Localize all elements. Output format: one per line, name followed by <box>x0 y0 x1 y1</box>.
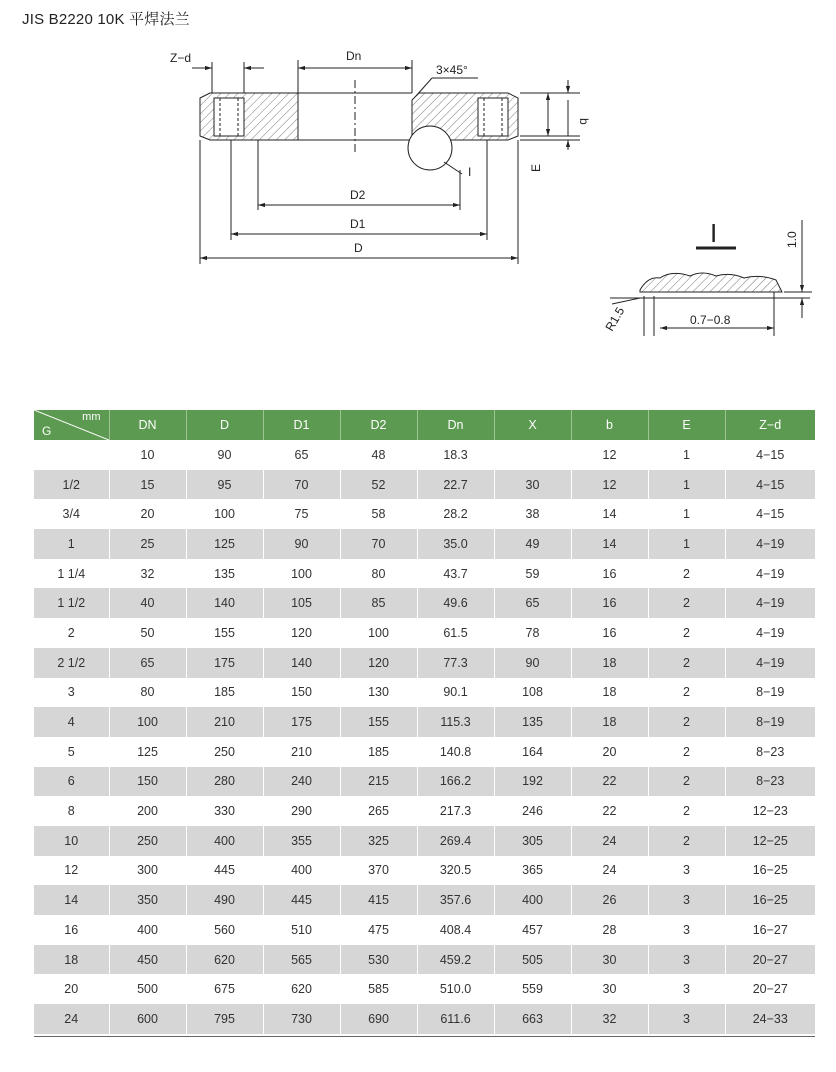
cell-d: 175 <box>186 648 263 678</box>
cell-g: 24 <box>34 1004 109 1034</box>
cell-e: 2 <box>648 618 725 648</box>
cell-dnn: 611.6 <box>417 1004 494 1034</box>
cell-dnn: 28.2 <box>417 499 494 529</box>
cell-dnn: 49.6 <box>417 588 494 618</box>
cell-e: 3 <box>648 974 725 1004</box>
cell-g: 1 1/4 <box>34 559 109 589</box>
cell-d: 140 <box>186 588 263 618</box>
cell-d1: 140 <box>263 648 340 678</box>
cell-dn: 40 <box>109 588 186 618</box>
cell-dn: 450 <box>109 945 186 975</box>
cell-d: 795 <box>186 1004 263 1034</box>
cell-e: 2 <box>648 707 725 737</box>
cell-x: 108 <box>494 678 571 708</box>
cell-dnn: 357.6 <box>417 885 494 915</box>
cell-e: 2 <box>648 767 725 797</box>
cell-d1: 175 <box>263 707 340 737</box>
cell-zd: 12−25 <box>725 826 815 856</box>
cell-d2: 265 <box>340 796 417 826</box>
cell-zd: 4−19 <box>725 588 815 618</box>
cell-b: 24 <box>571 856 648 886</box>
table-row <box>34 945 815 975</box>
table-row <box>34 856 815 886</box>
cell-d2: 80 <box>340 559 417 589</box>
cell-x: 164 <box>494 737 571 767</box>
cell-b: 12 <box>571 470 648 500</box>
cell-e: 3 <box>648 945 725 975</box>
cell-x: 78 <box>494 618 571 648</box>
cell-g: 3/4 <box>34 499 109 529</box>
cell-dnn: 459.2 <box>417 945 494 975</box>
cell-x: 365 <box>494 856 571 886</box>
cell-e: 2 <box>648 826 725 856</box>
header-x: X <box>494 410 571 440</box>
cell-dnn: 43.7 <box>417 559 494 589</box>
cell-d2: 325 <box>340 826 417 856</box>
cell-dn: 200 <box>109 796 186 826</box>
cell-dn: 125 <box>109 737 186 767</box>
cell-d1: 400 <box>263 856 340 886</box>
cell-d2: 370 <box>340 856 417 886</box>
cell-zd: 24−33 <box>725 1004 815 1034</box>
cell-d2: 475 <box>340 915 417 945</box>
cell-x: 38 <box>494 499 571 529</box>
cell-x <box>494 440 571 470</box>
cell-zd: 8−19 <box>725 678 815 708</box>
cell-g: 3 <box>34 678 109 708</box>
table-bottom-rule <box>34 1036 815 1037</box>
cell-d1: 210 <box>263 737 340 767</box>
table-row <box>34 618 815 648</box>
detail-title: I <box>710 218 718 248</box>
cell-zd: 4−19 <box>725 559 815 589</box>
cell-dn: 350 <box>109 885 186 915</box>
cell-x: 663 <box>494 1004 571 1034</box>
cell-g: 1 <box>34 529 109 559</box>
table-row <box>34 796 815 826</box>
cell-d2: 215 <box>340 767 417 797</box>
cell-d: 125 <box>186 529 263 559</box>
table-row <box>34 737 815 767</box>
cell-d2: 130 <box>340 678 417 708</box>
cell-g: 12 <box>34 856 109 886</box>
table-row <box>34 767 815 797</box>
cell-dn: 15 <box>109 470 186 500</box>
header-b: b <box>571 410 648 440</box>
cell-d2: 85 <box>340 588 417 618</box>
header-dn-inner: Dn <box>417 410 494 440</box>
cell-x: 30 <box>494 470 571 500</box>
table-row <box>34 1004 815 1034</box>
cell-d: 560 <box>186 915 263 945</box>
cell-x: 90 <box>494 648 571 678</box>
cell-g: 6 <box>34 767 109 797</box>
cell-d1: 240 <box>263 767 340 797</box>
table-row <box>34 826 815 856</box>
cell-dn: 25 <box>109 529 186 559</box>
cell-zd: 4−19 <box>725 618 815 648</box>
cell-dnn: 408.4 <box>417 915 494 945</box>
cell-x: 457 <box>494 915 571 945</box>
cell-zd: 16−25 <box>725 885 815 915</box>
cell-dn: 500 <box>109 974 186 1004</box>
cell-x: 65 <box>494 588 571 618</box>
cell-d1: 65 <box>263 440 340 470</box>
detail-gasket-profile <box>640 273 782 292</box>
cell-d: 280 <box>186 767 263 797</box>
cell-x: 246 <box>494 796 571 826</box>
cell-e: 3 <box>648 915 725 945</box>
cell-d1: 150 <box>263 678 340 708</box>
header-dn: DN <box>109 410 186 440</box>
cell-g: 16 <box>34 915 109 945</box>
cell-g <box>34 440 109 470</box>
cell-d2: 155 <box>340 707 417 737</box>
detail-height: 1.0 <box>785 231 799 248</box>
cell-e: 2 <box>648 737 725 767</box>
cell-dnn: 90.1 <box>417 678 494 708</box>
cell-d: 490 <box>186 885 263 915</box>
cell-d1: 70 <box>263 470 340 500</box>
cell-d: 185 <box>186 678 263 708</box>
label-e: E <box>529 163 543 172</box>
cell-d: 250 <box>186 737 263 767</box>
cell-b: 22 <box>571 767 648 797</box>
table-row <box>34 707 815 737</box>
cell-dnn: 269.4 <box>417 826 494 856</box>
cell-b: 32 <box>571 1004 648 1034</box>
cell-dn: 300 <box>109 856 186 886</box>
cell-g: 18 <box>34 945 109 975</box>
cell-x: 305 <box>494 826 571 856</box>
cell-dn: 50 <box>109 618 186 648</box>
cell-dnn: 320.5 <box>417 856 494 886</box>
table-row <box>34 974 815 1004</box>
cell-d: 675 <box>186 974 263 1004</box>
cell-e: 1 <box>648 470 725 500</box>
cell-g: 10 <box>34 826 109 856</box>
cell-x: 135 <box>494 707 571 737</box>
cell-dnn: 217.3 <box>417 796 494 826</box>
cell-zd: 8−23 <box>725 767 815 797</box>
cell-e: 2 <box>648 678 725 708</box>
cell-g: 8 <box>34 796 109 826</box>
cell-d2: 70 <box>340 529 417 559</box>
cell-dn: 10 <box>109 440 186 470</box>
cell-x: 49 <box>494 529 571 559</box>
cell-b: 24 <box>571 826 648 856</box>
cell-d: 210 <box>186 707 263 737</box>
cell-b: 14 <box>571 529 648 559</box>
cell-b: 18 <box>571 678 648 708</box>
cell-dnn: 22.7 <box>417 470 494 500</box>
cell-d1: 510 <box>263 915 340 945</box>
flange-drawing <box>0 0 836 400</box>
table-row <box>34 440 815 470</box>
flange-spec-table <box>34 410 815 1034</box>
cell-zd: 8−19 <box>725 707 815 737</box>
right-bolt-hole <box>478 98 508 136</box>
header-d: D <box>186 410 263 440</box>
cell-d2: 58 <box>340 499 417 529</box>
table-row <box>34 499 815 529</box>
detail-radius: R1.5 <box>602 304 628 334</box>
cell-d2: 48 <box>340 440 417 470</box>
cell-b: 16 <box>571 559 648 589</box>
cell-dnn: 77.3 <box>417 648 494 678</box>
cell-d2: 415 <box>340 885 417 915</box>
cell-d2: 100 <box>340 618 417 648</box>
cell-d: 445 <box>186 856 263 886</box>
cell-x: 192 <box>494 767 571 797</box>
header-d1: D1 <box>263 410 340 440</box>
cell-dn: 65 <box>109 648 186 678</box>
cell-b: 30 <box>571 945 648 975</box>
label-chamfer: 3×45° <box>436 63 468 77</box>
cell-zd: 16−25 <box>725 856 815 886</box>
cell-zd: 12−23 <box>725 796 815 826</box>
cell-zd: 20−27 <box>725 945 815 975</box>
cell-dn: 150 <box>109 767 186 797</box>
cell-b: 28 <box>571 915 648 945</box>
cell-e: 1 <box>648 440 725 470</box>
cell-d2: 585 <box>340 974 417 1004</box>
cell-b: 26 <box>571 885 648 915</box>
header-e: E <box>648 410 725 440</box>
table-row <box>34 885 815 915</box>
cell-dnn: 510.0 <box>417 974 494 1004</box>
cell-e: 2 <box>648 648 725 678</box>
cell-dn: 32 <box>109 559 186 589</box>
cell-dn: 600 <box>109 1004 186 1034</box>
label-dn: Dn <box>346 49 362 63</box>
label-zd: Z−d <box>170 51 192 65</box>
cell-g: 2 <box>34 618 109 648</box>
cell-dnn: 166.2 <box>417 767 494 797</box>
cell-d2: 530 <box>340 945 417 975</box>
cell-g: 20 <box>34 974 109 1004</box>
cell-d: 95 <box>186 470 263 500</box>
cell-b: 16 <box>571 588 648 618</box>
label-b: b <box>577 118 591 125</box>
cell-zd: 4−19 <box>725 529 815 559</box>
cell-d1: 75 <box>263 499 340 529</box>
header-zd: Z−d <box>725 410 815 440</box>
cell-d1: 105 <box>263 588 340 618</box>
cell-e: 3 <box>648 856 725 886</box>
cell-x: 400 <box>494 885 571 915</box>
cell-d1: 620 <box>263 974 340 1004</box>
cell-dn: 100 <box>109 707 186 737</box>
cell-g: 1 1/2 <box>34 588 109 618</box>
cell-zd: 4−15 <box>725 499 815 529</box>
cell-d1: 565 <box>263 945 340 975</box>
cell-dnn: 140.8 <box>417 737 494 767</box>
cell-e: 2 <box>648 796 725 826</box>
cell-dn: 400 <box>109 915 186 945</box>
table-row <box>34 529 815 559</box>
cell-dnn: 115.3 <box>417 707 494 737</box>
header-d2: D2 <box>340 410 417 440</box>
label-d1: D1 <box>350 217 366 231</box>
cell-d1: 730 <box>263 1004 340 1034</box>
cell-d2: 185 <box>340 737 417 767</box>
cell-e: 2 <box>648 559 725 589</box>
cell-b: 22 <box>571 796 648 826</box>
cell-b: 20 <box>571 737 648 767</box>
cell-b: 14 <box>571 499 648 529</box>
cell-b: 16 <box>571 618 648 648</box>
cell-d2: 120 <box>340 648 417 678</box>
cell-zd: 8−23 <box>725 737 815 767</box>
cell-d: 620 <box>186 945 263 975</box>
cell-zd: 4−15 <box>725 440 815 470</box>
cell-g: 2 1/2 <box>34 648 109 678</box>
cell-dnn: 35.0 <box>417 529 494 559</box>
cell-zd: 4−19 <box>725 648 815 678</box>
cell-dnn: 18.3 <box>417 440 494 470</box>
cell-dnn: 61.5 <box>417 618 494 648</box>
table-header-row <box>34 410 815 440</box>
cell-e: 1 <box>648 499 725 529</box>
table-row <box>34 915 815 945</box>
cell-d: 90 <box>186 440 263 470</box>
header-corner <box>34 410 109 440</box>
cell-dn: 80 <box>109 678 186 708</box>
table-row <box>34 559 815 589</box>
cell-g: 14 <box>34 885 109 915</box>
cell-b: 30 <box>571 974 648 1004</box>
page-title: JIS B2220 10K 平焊法兰 <box>22 11 190 28</box>
corner-g: G <box>42 424 52 438</box>
cell-d1: 120 <box>263 618 340 648</box>
cell-d: 400 <box>186 826 263 856</box>
cell-e: 3 <box>648 1004 725 1034</box>
cell-b: 12 <box>571 440 648 470</box>
label-d2: D2 <box>350 188 366 202</box>
cell-b: 18 <box>571 707 648 737</box>
cell-dn: 250 <box>109 826 186 856</box>
label-detail-ref: I <box>468 165 472 179</box>
detail-width: 0.7−0.8 <box>690 313 731 327</box>
table-row <box>34 648 815 678</box>
cell-zd: 16−27 <box>725 915 815 945</box>
cell-d2: 52 <box>340 470 417 500</box>
cell-d1: 445 <box>263 885 340 915</box>
cell-d1: 355 <box>263 826 340 856</box>
cell-g: 4 <box>34 707 109 737</box>
cell-d1: 290 <box>263 796 340 826</box>
table-row <box>34 678 815 708</box>
cell-g: 5 <box>34 737 109 767</box>
table-row <box>34 588 815 618</box>
cell-d: 330 <box>186 796 263 826</box>
cell-e: 2 <box>648 588 725 618</box>
cell-d2: 690 <box>340 1004 417 1034</box>
cell-d: 135 <box>186 559 263 589</box>
cell-zd: 20−27 <box>725 974 815 1004</box>
cell-x: 559 <box>494 974 571 1004</box>
table-body <box>34 440 815 1034</box>
table-row <box>34 470 815 500</box>
cell-zd: 4−15 <box>725 470 815 500</box>
left-bolt-hole <box>214 98 244 136</box>
cell-e: 1 <box>648 529 725 559</box>
cell-x: 59 <box>494 559 571 589</box>
cell-d: 155 <box>186 618 263 648</box>
cell-d: 100 <box>186 499 263 529</box>
cell-e: 3 <box>648 885 725 915</box>
cell-d1: 90 <box>263 529 340 559</box>
label-d: D <box>354 241 363 255</box>
corner-mm: mm <box>82 411 101 423</box>
cell-x: 505 <box>494 945 571 975</box>
cell-dn: 20 <box>109 499 186 529</box>
cell-b: 18 <box>571 648 648 678</box>
cell-d1: 100 <box>263 559 340 589</box>
cell-g: 1/2 <box>34 470 109 500</box>
